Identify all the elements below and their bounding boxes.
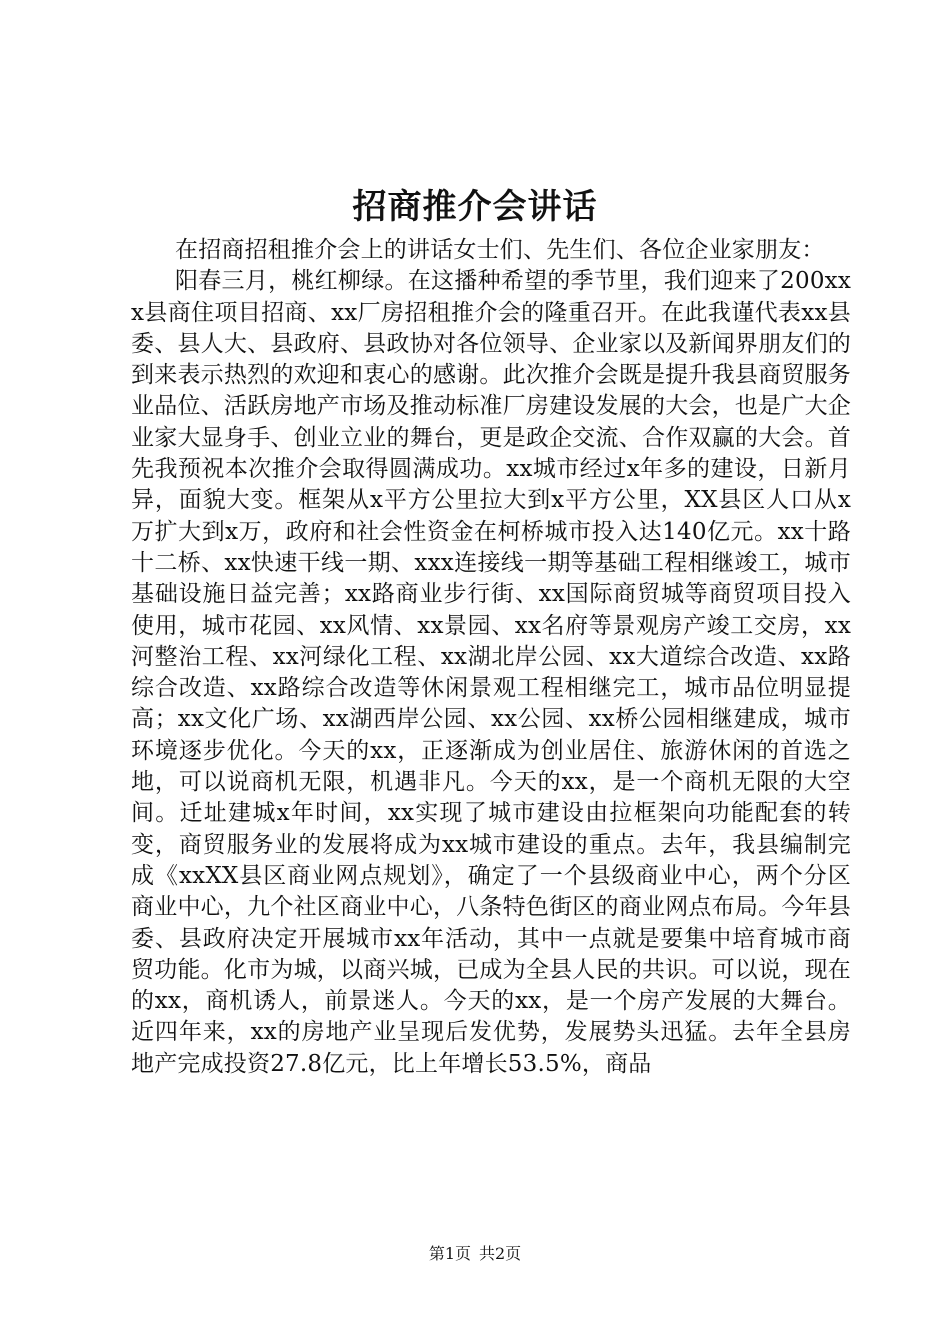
body-paragraph-main: 阳春三月，桃红柳绿。在这播种希望的季节里，我们迎来了200xxx县商住项目招商、xx厂房招租推介会的隆重召开。在此我谨代表xx县委、县人大、县政府、县政协对各位领导、企业家以及新闻界朋友们的到来表示热烈的欢迎和衷心的感谢。此次推介会既是提升我县商贸服务业品位、活跃房地产市场及推动标准厂房建设发展的大会，也是广大企业家大显身手、创业立业的舞台，更是政企交流、合作双赢的大会。首先我预祝本次推介会取得圆满成功。xx城市经过x年多的建设，日新月异，面貌大变。框架从x平方公里拉大到x平方公里，XX县区人口从x万扩大到x万，政府和社会性资金在柯桥城市投入达140亿元。xx十路十二桥、xx快速干线一期、xxx连接线一期等基础工程相继竣工，城市基础设施日益完善；xx路商业步行街、xx国际商贸城等商贸项目投入使用，城市花园、xx风情、xx景园、xx名府等景观房产竣工交房，xx河整治工程、xx河绿化工程、xx湖北岸公园、xx大道综合改造、xx路综合改造、xx路综合改造等休闲景观工程相继完工，城市品位明显提高；xx文化广场、xx湖西岸公园、xx公园、xx桥公园相继建成，城市环境逐步优化。今天的xx，正逐渐成为创业居住、旅游休闲的首选之地，可以说商机无限，机遇非凡。今天的xx，是一个商机无限的大空间。迁址建城x年时间，xx实现了城市建设由拉框架向功能配套的转变，商贸服务业的发展将成为xx城市建设的重点。去年，我县编制完成《xxXX县区商业网点规划》，确定了一个县级商业中心，两个分区商业中心，九个社区商业中心，八条特色街区的商业网点布局。今年县委、县政府决定开展城市xx年活动，其中一点就是要集中培育城市商贸功能。化市为城，以商兴城，已成为全县人民的共识。可以说，现在的xx，商机诱人，前景迷人。今天的xx，是一个房产发展的大舞台。近四年来，xx的房地产业呈现后发优势，发展势头迅猛。去年全县房地产完成投资27.8亿元，比上年增长53.5%，商品 [131, 268, 851, 1077]
page-footer [0, 1243, 950, 1265]
body-paragraph-greeting: 在招商招租推介会上的讲话女士们、先生们、各位企业家朋友： [175, 237, 825, 263]
page-number: 第1页 [428, 1244, 471, 1263]
document-body [131, 235, 851, 1080]
document-title: 招商推介会讲话 [352, 187, 598, 227]
page-total: 共2页 [479, 1244, 522, 1263]
